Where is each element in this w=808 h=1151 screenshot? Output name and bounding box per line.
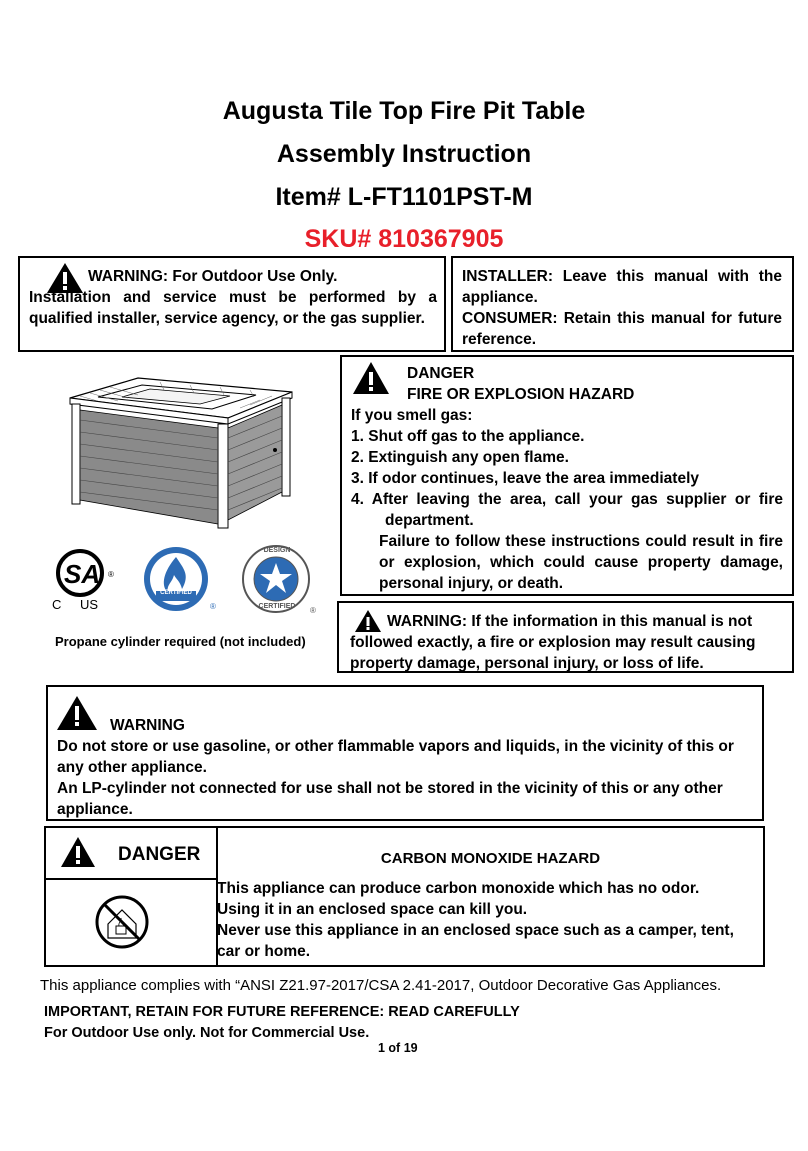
svg-text:SA: SA xyxy=(64,559,101,589)
svg-text:®: ® xyxy=(310,606,316,615)
gasoline-warning-line-3: An LP-cylinder not connected for use shall not be stored in the vicinity of this or any other xyxy=(57,780,723,797)
csa-us-label: US xyxy=(80,597,99,612)
step-2: 2. Extinguish any open flame. xyxy=(351,449,569,466)
gasoline-warning-box xyxy=(46,685,764,821)
flame-certified-icon xyxy=(140,545,220,617)
gasoline-warning-line-4: appliance. xyxy=(57,801,133,818)
installer-box xyxy=(451,256,794,352)
fire-hazard-heading: FIRE OR EXPLOSION HAZARD xyxy=(407,386,635,403)
propane-note: Propane cylinder required (not included) xyxy=(55,634,306,649)
gasoline-warning-line-2: any other appliance. xyxy=(57,759,207,776)
important-retain: IMPORTANT, RETAIN FOR FUTURE REFERENCE: READ CAREFULLY xyxy=(44,1004,520,1020)
warning-icon xyxy=(56,695,98,731)
danger-fire-box xyxy=(340,355,794,596)
svg-text:®: ® xyxy=(210,602,216,611)
warning-icon xyxy=(354,609,382,633)
step-3: 3. If odor continues, leave the area immediately xyxy=(351,470,700,487)
design-certified-label: CERTIFIED xyxy=(258,603,296,610)
step-4: 4. After leaving the area, call your gas supplier or fire xyxy=(351,491,783,508)
title-line-2: Assembly Instruction xyxy=(276,140,532,168)
fire-pit-table-illustration xyxy=(60,360,300,530)
danger-heading: DANGER xyxy=(407,365,475,382)
design-certified-logo xyxy=(240,543,320,619)
co-line-4: car or home. xyxy=(217,943,311,960)
svg-text:®: ® xyxy=(108,570,114,579)
warning-icon xyxy=(352,361,390,395)
certified-logo xyxy=(140,545,220,617)
installer-note: INSTALLER: Leave this manual with the appliance. xyxy=(462,268,782,306)
co-danger-label-cell xyxy=(46,828,218,880)
info-warning-line-1: WARNING: If the information in this manual is not xyxy=(387,613,753,630)
consumer-note: CONSUMER: Retain this manual for future reference. xyxy=(462,310,782,348)
co-line-3: Never use this appliance in an enclosed space such as a camper, tent, xyxy=(217,922,734,939)
certified-label: CERTIFIED xyxy=(160,590,192,596)
info-warning-box xyxy=(337,601,794,673)
co-icon-cell xyxy=(46,878,218,965)
gasoline-warning-heading: WARNING xyxy=(110,717,185,734)
compliance-statement: This appliance complies with “ANSI Z21.97-2017/CSA 2.41-2017, Outdoor Decorative Gas Appliances. xyxy=(40,977,722,994)
outdoor-warning-body: Installation and service must be performed by a qualified installer, service agency, or the gas supplier. xyxy=(29,289,437,327)
smell-gas-intro: If you smell gas: xyxy=(351,407,473,424)
design-label: DESIGN xyxy=(263,547,291,554)
co-danger-label: DANGER xyxy=(118,844,201,865)
co-danger-box xyxy=(44,826,765,967)
outdoor-warning-box xyxy=(18,256,446,352)
co-hazard-heading: CARBON MONOXIDE HAZARD xyxy=(380,850,601,867)
warning-icon xyxy=(60,836,96,868)
info-warning-line-3: property damage, personal injury, or loss of life. xyxy=(350,655,704,672)
csa-c-label: C xyxy=(52,597,62,612)
csa-mark-icon xyxy=(50,545,120,605)
gasoline-warning-line-1: Do not store or use gasoline, or other flammable vapors and liquids, in the vicinity of this or xyxy=(57,738,734,755)
co-line-2: Using it in an enclosed space can kill you. xyxy=(217,901,528,918)
page-number: 1 of 19 xyxy=(378,1041,418,1055)
failure-warning: Failure to follow these instructions could result in fire or explosion, which could cause property damage, personal injury, or death. xyxy=(379,533,783,592)
info-warning-line-2: followed exactly, a fire or explosion may result causing xyxy=(350,634,756,651)
step-4-continued: department. xyxy=(385,512,474,529)
outdoor-use-only: For Outdoor Use only. Not for Commercial Use. xyxy=(44,1025,370,1041)
csa-logo xyxy=(50,545,120,615)
outdoor-warning-heading: WARNING: For Outdoor Use Only. xyxy=(88,268,338,285)
sku: SKU# 810367905 xyxy=(304,225,504,253)
no-enclosed-space-icon xyxy=(94,894,150,950)
co-line-1: This appliance can produce carbon monoxide which has no odor. xyxy=(217,880,700,897)
title-line-1: Augusta Tile Top Fire Pit Table xyxy=(222,97,586,125)
step-1: 1. Shut off gas to the appliance. xyxy=(351,428,585,445)
title-line-3: Item# L-FT1101PST-M xyxy=(275,183,533,211)
